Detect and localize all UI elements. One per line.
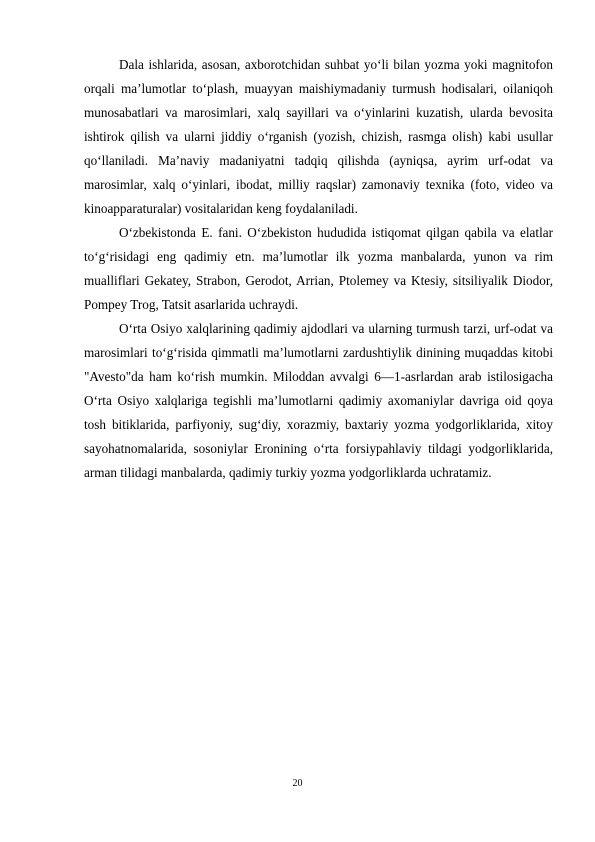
paragraph: Dala ishlarida, asosan, axborotchidan suhbat yo‘li bilan yozma yoki magnitofon orqali ma’lumotlar to‘plash, muayyan maishiymadaniy turmush hodisalari, oilaniqoh munosabatlari va marosimlari, xalq sayillari va o‘yinlarini kuzatish, ularda bevosita ishtirok qilish va ularni jiddiy o‘rganish (yozish, chizish, rasmga olish) kabi usullar qo‘llaniladi. Ma’naviy madaniyatni tadqiq qilishda (ayniqsa, ayrim urf-odat va marosimlar, xalq o‘yinlari, ibodat, milliy raqslar) zamonaviy texnika (foto, video va kinoapparaturalar) vositalaridan keng foydalaniladi.	[84, 57, 553, 216]
page-number: 20	[292, 778, 303, 789]
body-text	[84, 53, 553, 485]
paragraph: O‘rta Osiyo xalqlarining qadimiy ajdodlari va ularning turmush tarzi, urf-odat va marosimlari to‘g‘risida qimmatli ma’lumotlarni zardushtiylik dinining muqaddas kitobi "Avesto"da ham ko‘rish mumkin. Miloddan avvalgi 6—1-asrlardan arab istilosigacha O‘rta Osiyo xalqlariga tegishli ma’lumotlarni qadimiy axomaniylar davriga oid qoya tosh bitiklarida, parfiyoniy, sug‘diy, xorazmiy, baxtariy yozma yodgorliklarida, xitoy sayohatnomalarida, sosoniylar Eronining o‘rta forsiypahlaviy tildagi yodgorliklarida, arman tilidagi manbalarda, qadimiy turkiy yozma yodgorliklarda uchratamiz.	[84, 321, 553, 480]
paragraph: O‘zbekistonda E. fani. O‘zbekiston hududida istiqomat qilgan qabila va elatlar to‘g‘risidagi eng qadimiy etn. ma’lumotlar ilk yozma manbalarda, yunon va rim mualliflari Gekatey, Strabon, Gerodot, Arrian, Ptolemey va Ktesiy, sitsiliyalik Diodor, Pompey Trog, Tatsit asarlarida uchraydi.	[84, 225, 553, 312]
